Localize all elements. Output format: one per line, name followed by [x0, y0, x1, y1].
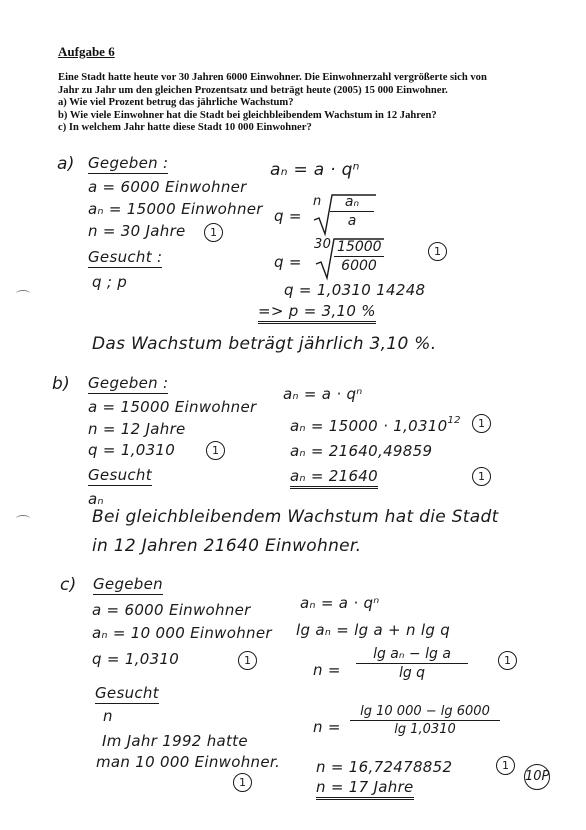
- task-question-b: b) Wie viele Einwohner hat die Stadt bei gleichbleibendem Wachstum in 12 Jahren?: [58, 109, 437, 121]
- part-a-q-den: a: [347, 213, 357, 229]
- part-b-label: b): [52, 374, 71, 394]
- part-c-conclusion-line1: Im Jahr 1992 hatte: [102, 732, 248, 750]
- margin-mark: [16, 290, 30, 297]
- part-b-result: aₙ = 21640: [290, 467, 378, 489]
- point-mark: 1: [498, 651, 517, 670]
- part-c-given-heading: Gegeben: [93, 575, 163, 593]
- part-a-given-n: n = 30 Jahre: [88, 222, 186, 240]
- part-a-formula: aₙ = a · qⁿ: [270, 160, 360, 180]
- point-mark: 1: [428, 242, 447, 261]
- point-mark: 1: [472, 414, 491, 433]
- part-c-n2-den: lg 1,0310: [394, 722, 456, 737]
- part-c-n2-lhs: n =: [313, 718, 341, 736]
- point-mark: 1: [496, 756, 515, 775]
- part-c-conclusion-line2: man 10 000 Einwohner.: [96, 753, 281, 771]
- part-a-sought-heading: Gesucht :: [88, 248, 163, 266]
- part-b-sought-heading: Gesucht: [88, 466, 152, 484]
- task-question-a: a) Wie viel Prozent betrug das jährliche Wachstum?: [58, 97, 294, 109]
- part-a-given-a: a = 6000 Einwohner: [88, 178, 247, 196]
- task-question-c: c) In welchem Jahr hatte diese Stadt 10 000 Einwohner?: [58, 122, 312, 134]
- part-a-q2-fraction: [334, 239, 384, 274]
- part-b-given-q: q = 1,0310: [88, 441, 176, 459]
- part-a-q-value: q = 1,0310 14248: [284, 281, 426, 299]
- part-b-formula: aₙ = a · qⁿ: [283, 385, 363, 403]
- part-b-given-heading: Gegeben :: [88, 374, 169, 392]
- part-c-given-a: a = 6000 Einwohner: [92, 601, 251, 619]
- part-a-q-fraction: [330, 194, 374, 229]
- part-a-p-value: => p = 3,10 %: [258, 302, 376, 324]
- part-b-step1: [290, 415, 461, 435]
- part-c-given-an: aₙ = 10 000 Einwohner: [92, 624, 272, 642]
- part-c-label: c): [60, 575, 77, 595]
- part-c-n-result: n = 17 Jahre: [316, 778, 414, 800]
- part-a-sought: q ; p: [92, 273, 128, 291]
- part-c-formula: aₙ = a · qⁿ: [300, 594, 380, 612]
- total-score: 10P: [524, 764, 550, 790]
- part-b-conclusion-line1: Bei gleichbleibendem Wachstum hat die Stadt: [92, 507, 499, 527]
- task-title: Aufgabe 6: [58, 44, 115, 59]
- point-mark: 1: [238, 651, 257, 670]
- part-c-n-num: lg aₙ − lg a: [356, 646, 468, 664]
- part-c-n-fraction: [356, 646, 468, 681]
- point-mark: 1: [233, 773, 252, 792]
- part-c-n-den: lg q: [398, 665, 426, 681]
- part-c-n-lhs: n =: [313, 661, 341, 679]
- part-c-sought-heading: Gesucht: [95, 684, 159, 702]
- point-mark: 1: [206, 441, 225, 460]
- part-b-conclusion-line2: in 12 Jahren 21640 Einwohner.: [92, 536, 362, 556]
- part-c-given-q: q = 1,0310: [92, 650, 180, 668]
- part-b-step1-exponent: 12: [447, 415, 461, 426]
- part-c-sought: n: [103, 707, 113, 725]
- part-a-q-lhs: q =: [274, 207, 302, 225]
- part-a-given-heading: Gegeben :: [88, 154, 169, 172]
- part-a-q2-num: 15000: [334, 239, 384, 257]
- part-b-step1-base: aₙ = 15000 · 1,0310: [290, 417, 448, 435]
- margin-mark: [16, 515, 30, 522]
- part-a-q2-root-index: 30: [314, 237, 332, 252]
- point-mark: 1: [204, 223, 223, 242]
- part-b-step2: aₙ = 21640,49859: [290, 442, 433, 460]
- part-a-q2-den: 6000: [341, 258, 377, 274]
- part-c-n-value: n = 16,72478852: [316, 758, 453, 776]
- part-b-given-a: a = 15000 Einwohner: [88, 398, 257, 416]
- part-c-n2-num: lg 10 000 − lg 6000: [350, 704, 500, 721]
- part-a-label: a): [57, 154, 75, 174]
- task-statement: [58, 44, 558, 135]
- part-c-n2-fraction: [350, 704, 500, 737]
- part-a-q2-lhs: q =: [274, 253, 302, 271]
- task-line-2: Jahr zu Jahr um den gleichen Prozentsatz und beträgt heute (2005) 15 000 Einwohner.: [58, 84, 448, 96]
- part-a-given-an: aₙ = 15000 Einwohner: [88, 200, 263, 218]
- part-b-sought: aₙ: [88, 490, 104, 508]
- task-line-1: Eine Stadt hatte heute vor 30 Jahren 6000 Einwohner. Die Einwohnerzahl vergrößerte sich von: [58, 72, 487, 83]
- point-mark: 1: [472, 467, 491, 486]
- part-a-conclusion: Das Wachstum beträgt jährlich 3,10 %.: [92, 334, 437, 354]
- part-a-q-num: aₙ: [330, 194, 374, 212]
- part-c-log-step: lg aₙ = lg a + n lg q: [296, 621, 451, 639]
- part-b-given-n: n = 12 Jahre: [88, 420, 186, 438]
- part-a-q-root-index: n: [313, 194, 322, 209]
